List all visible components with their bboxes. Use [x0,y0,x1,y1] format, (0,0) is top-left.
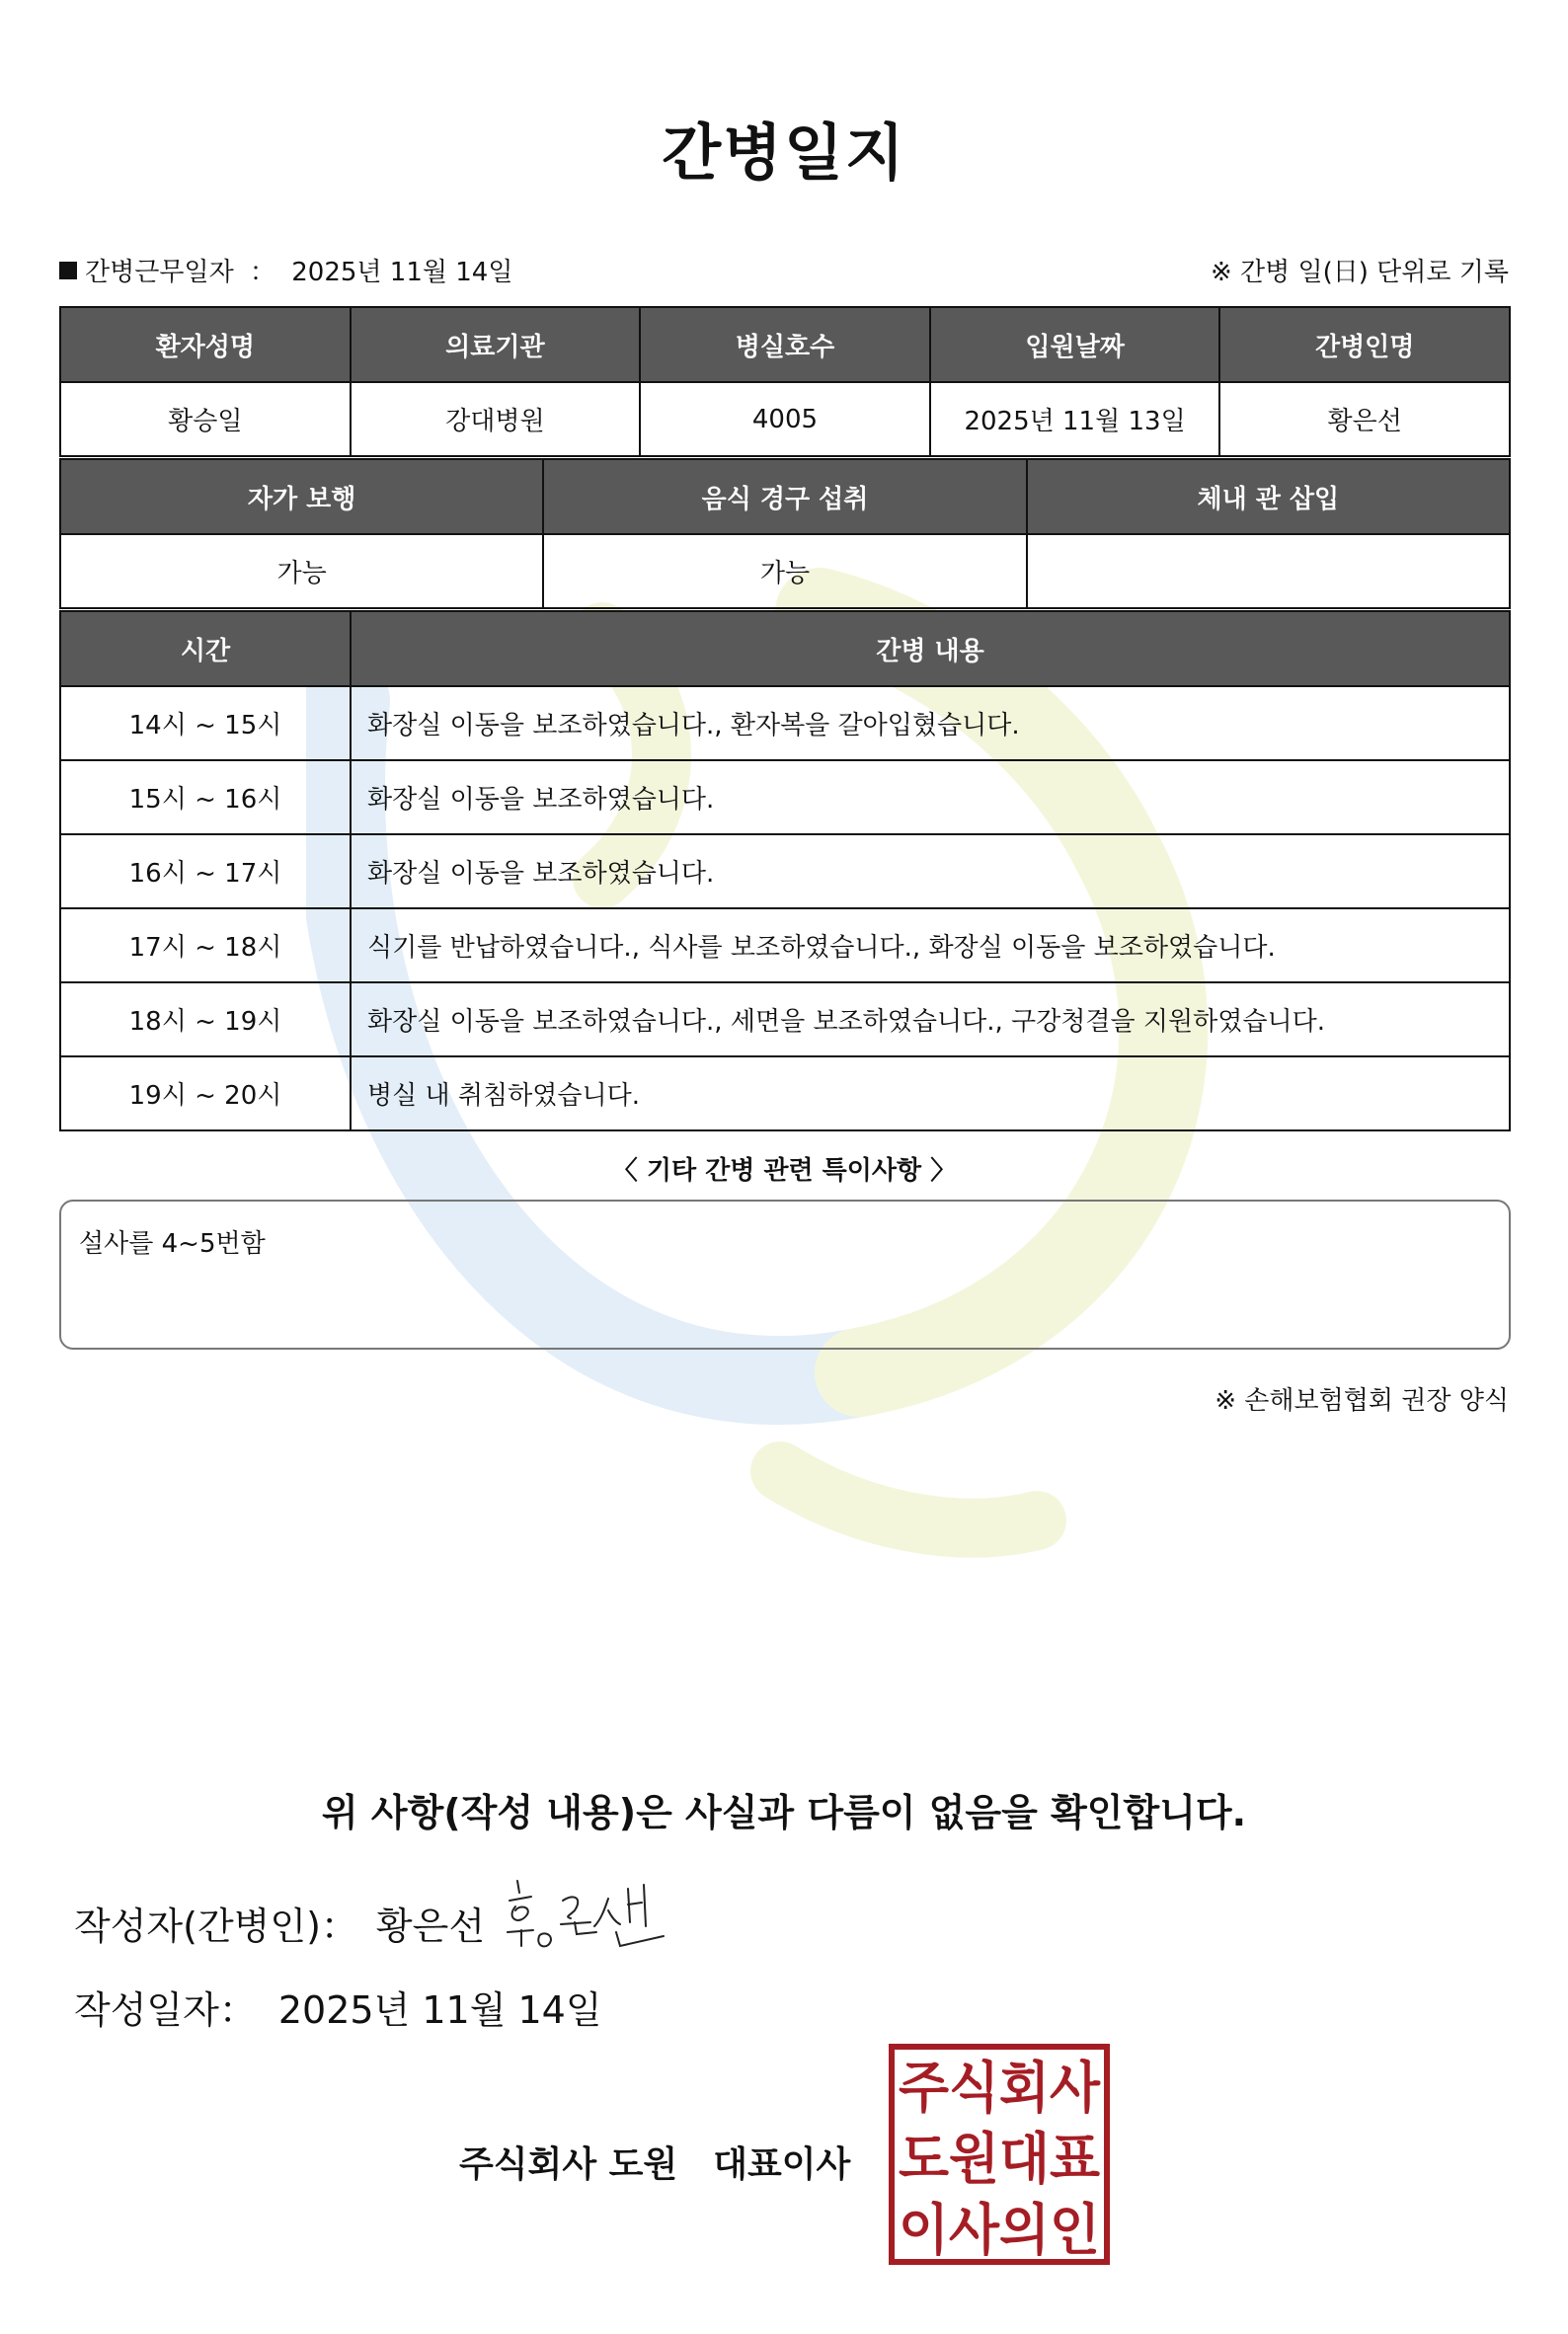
log-time: 18시 ~ 19시 [60,982,351,1056]
work-date-label: 간병근무일자 [85,258,234,287]
header-care-content: 간병 내용 [351,611,1510,686]
room-number: 4005 [640,382,930,456]
square-bullet-icon [59,262,77,279]
work-date-value: 2025년 11월 14일 [291,258,513,287]
company-line [459,2137,850,2187]
log-content: 화장실 이동을 보조하였습니다., 환자복을 갈아입혔습니다. [351,686,1510,760]
patient-status-table [59,458,1511,609]
log-time: 14시 ~ 15시 [60,686,351,760]
log-content: 식기를 반납하였습니다., 식사를 보조하였습니다., 화장실 이동을 보조하였습니다. [351,908,1510,982]
walking-value: 가능 [60,534,543,608]
log-content: 화장실 이동을 보조하였습니다. [351,834,1510,908]
caregiver-name: 황은선 [1219,382,1510,456]
table-row [60,834,1510,908]
write-date-line [74,1980,602,2034]
work-date-sep: ： [249,258,275,287]
log-content: 화장실 이동을 보조하였습니다., 세면을 보조하였습니다., 구강청결을 지원하였습니다. [351,982,1510,1056]
notes-text: 설사를 4~5번함 [79,1229,266,1259]
log-time: 19시 ~ 20시 [60,1056,351,1130]
log-content: 병실 내 취침하였습니다. [351,1056,1510,1130]
confirmation-statement: 위 사항(작성 내용)은 사실과 다름이 없음을 확인합니다. [321,1791,1247,1834]
care-log-table [59,610,1511,1131]
log-time: 16시 ~ 17시 [60,834,351,908]
company-name: 주식회사 도원 [459,2144,678,2185]
write-date-value: 2025년 11월 14일 [277,1988,602,2032]
seal-line-1: 주식회사 [899,2057,1101,2121]
header-admission-date: 입원날짜 [930,307,1220,382]
notes-title: 〈 기타 간병 관련 특이사항 〉 [611,1156,957,1186]
table-row [60,982,1510,1056]
writer-line [74,1896,485,1950]
unit-note: ※ 간병 일(日) 단위로 기록 [1210,258,1509,287]
log-time: 15시 ~ 16시 [60,760,351,834]
seal-line-3: 이사의인 [899,2199,1100,2263]
patient-info-table [59,306,1511,457]
table-row [60,760,1510,834]
tube-value [1027,534,1510,608]
recommendation-note: ※ 손해보험협회 권장 양식 [1215,1386,1509,1416]
handwritten-signature [506,1871,673,1960]
document-title: 간병일지 [662,117,906,189]
header-tube: 체내 관 삽입 [1027,459,1510,534]
company-seal-stamp [889,2044,1110,2265]
log-content: 화장실 이동을 보조하였습니다. [351,760,1510,834]
writer-name: 황은선 [375,1905,486,1948]
writer-label: 작성자(간병인)： [74,1905,358,1948]
header-hospital: 의료기관 [351,307,641,382]
seal-line-2: 도원대표 [899,2128,1100,2192]
patient-name: 황승일 [60,382,351,456]
notes-box [59,1200,1511,1350]
write-date-label: 작성일자： [74,1988,257,2032]
header-time: 시간 [60,611,351,686]
table-row [60,686,1510,760]
header-patient-name: 환자성명 [60,307,351,382]
header-room: 병실호수 [640,307,930,382]
log-time: 17시 ~ 18시 [60,908,351,982]
header-oral-intake: 음식 경구 섭취 [543,459,1026,534]
oral-intake-value: 가능 [543,534,1026,608]
table-row [60,908,1510,982]
ceo-title: 대표이사 [713,2144,851,2185]
table-row [60,1056,1510,1130]
work-date [59,252,512,288]
hospital: 강대병원 [351,382,641,456]
admission-date: 2025년 11월 13일 [930,382,1220,456]
header-walking: 자가 보행 [60,459,543,534]
header-caregiver: 간병인명 [1219,307,1510,382]
